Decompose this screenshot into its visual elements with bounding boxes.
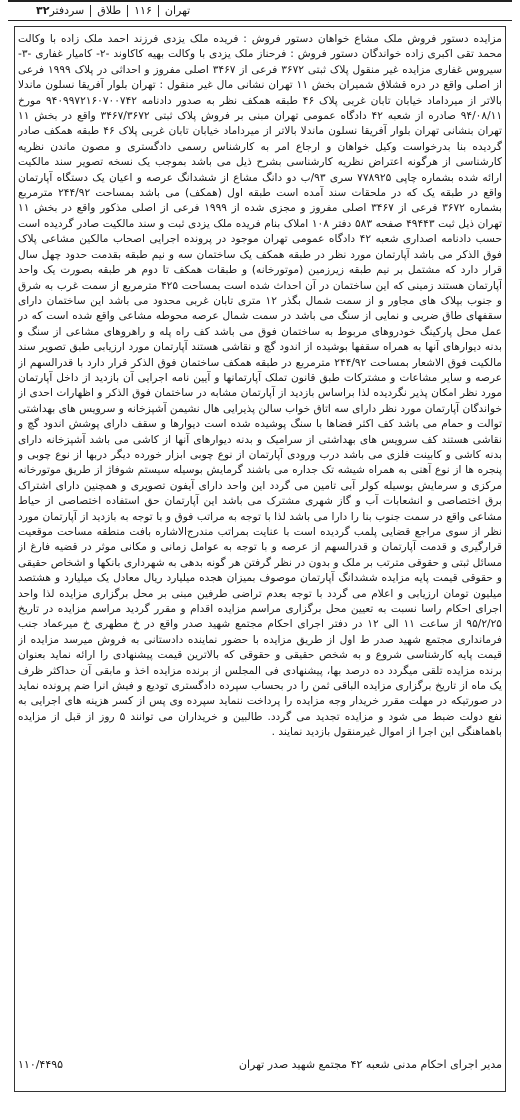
top-border [8,0,512,2]
header-divider [90,5,91,17]
header-rule [8,20,512,21]
publication-name: سردفتر [49,4,85,17]
page-number: ۳۲ [36,4,50,17]
header-divider [127,5,128,17]
header-city: تهران [164,4,191,17]
auction-notice-text: مزایده دستور فروش ملک مشاع خواهان دستور فروش : فریده ملک یزدی فرزند احمد ملک زاده با وکالت محمد تقی اکبری زاده خواندگان دستور فروش : فرحناز ملک یزدی با وکالت بهیه کاکاوند -۲- کامیار غفاری -۳- سیروس غفاری مزایده غیر منقول پلاک ثبتی ۳۶۷۲ فرعی از ۳۴۶۷ اصلی مفروز و احداثی در پلاک ۱۹۹۹ فرعی از اصلی واقع در دره قشلاق شمیران بخش ۱۱ تهران نشانی مال غیر منقول : تهران بلوار آفریقا نسلون ماندلا بالاتر از میرداماد خیابان تابان غربی پلاک ۴۶ طبقه همکف نظر به صدور دادنامه ۹۴۰۹۹۷۲۱۶۰۷۰۰۷۴۲ مورخ ۹۴/۰۸/۱۱ صادره از شعبه ۴۲ دادگاه عمومی تهران مبنی بر فروش پلاک ثبتی ۳۴۶۷/۳۶۷۲ واقع در بخش ۱۱ تهران بنشانی تهران بلوار آفریقا نسلون ماندلا بالاتر از میرداماد خیابان تابان غربی پلاک ۴۶ طبقه همکف صادر گردیده بنا بدرخواست وکیل خواهان و ارجاع امر به کارشناس رسمی دادگستری و مصون ماندن نظریه کارشناسی از هرگونه اعتراض نظریه کارشناسی بشرح ذیل می باشد بموجب یک نسخه تصویر سند مالکیت ارائه شده بشماره چاپی ۷۷۸۹۲۵ سری ۹۳/ب دو دانگ مشاع از ششدانگ عرصه و اعیان یک دستگاه آپارتمان واقع در طبقه یک که در ملحقات سند آمده است طبقه اول (همکف) می باشد بمساحت ۲۴۴/۹۲ مترمربع بشماره ۳۶۷۲ فرعی از ۳۴۶۷ اصلی مفروز و مجزی شده از ۱۹۹۹ فرعی از اصلی مذکور واقع در بخش ۱۱ تهران ذیل ثبت ۴۹۴۴۳ صفحه ۵۸۳ دفتر ۱۰۸ املاک بنام فریده ملک یزدی ثبت و سند مالکیت صادر گردیده است حسب دادنامه اصداری شعبه ۴۲ دادگاه عمومی تهران موجود در پرونده اجرایی اصحاب مالکین مشاعی پلاک فوق الذکر می باشد آپارتمان مورد نظر در طبقه همکف یک ساختمان سه و نیم طبقه بقدمت حدود چهل سال قرار دارد که مشتمل بر نیم طبقه زیرزمین (موتورخانه) و طبقات همکف تا دوم هر طبقه بصورت یک واحد آپارتمان هستند زمینی که این ساختمان در آن احداث شده است بمساحت ۴۲۵ مترمربع از سمت غرب به شرق و جنوب بپلاک های مجاور و از سمت شمال بگذر ۱۲ متری تابان غربی محدود می باشد این ساختمان دارای سقفهای طاق ضربی و نمایی از سنگ می باشد در سمت شمال عرصه محوطه مشاعی واقع شده است که در عمل محل پارکینگ خودروهای مربوط به ساختمان فوق می باشد کف راه پله و راهروهای مشاعی از سنگ و بدنه دیوارهای آنها به همراه سقفها بوشیده از اندود گچ و نقاشی هستند آپارتمان مورد ارزیابی طبق تصویر سند مالکیت فوق الاشعار بمساحت ۲۴۴/۹۲ مترمربع در طبقه همکف ساختمان فوق الذکر قرار دارد با قدرالسهم از عرصه و سایر مشاعات و مشترکات طبق قانون تملک آپارتمانها و آیین نامه اجرایی آن بازدید از داخل آپارتمان مورد نظر امکان پذیر نگردیده لذا براساس بازدید از آپارتمان مشابه در ساختمان فوق الذکر و اظهارات احدی از خواندگان آپارتمان مورد نظر دارای سه اتاق خواب سالن پذیرایی هال نشیمن آشپزخانه و سرویس های بهداشتی توالت و حمام می باشد کف اکثر فضاها با سنگ پوشیده شده است دیوارها و سقف دارای پوشش اندود گچ و نقاشی هستند کف سرویس های بهداشتی از سرامیک و بدنه دیوارهای آنها از کاشی می باشد آشپزخانه دارای بدنه کاشی و کابینت فلزی می باشد درب ورودی آپارتمان از نوع چوبی ابزار خورده دیگر دربها از نوع چوبی و پنجره ها از نوع آهنی به همراه شیشه تک جداره می باشند گرمایش بوسیله سیستم شوفاژ از طریق موتورخانه مرکزی و سرمایش بوسیله کولر آبی تامین می گردد این واحد دارای آیفون تصویری و همچنین دارای اشتراک برق اختصاصی و انشعابات آب و گاز شهری مشترک می باشد این آپارتمان حق استفاده اختصاصی از حیاط مشاعی واقع در سمت جنوب بنا را دارا می باشد لذا با توجه به مراتب فوق و با توجه به بازدید از آپارتمان مورد نظر از سوی مراجع قضایی پلمب گردیده است با عنایت بمراتب مندرج‌الاشاره بافت منطقه مساحت موقعیت قرارگیری و قدمت آپارتمان و قدرالسهم از عرصه و با توجه به عوامل زمانی و مکانی موثر در قضیه فارغ از مسائل ثبتی و حقوقی مترتب بر ملک و بدون در نظر گرفتن هر گونه بدهی به شهرداری بانکها و اشخاص حقیقی و حقوقی قیمت پایه مزایده ششدانگ آپارتمان موصوف بمیزان هجده میلیارد ریال معادل یک میلیارد و هشتصد میلیون تومان ارزیابی و اعلام می گردد با توجه بعدم تراضی طرفین مبنی بر محل برگزاری مزایده لذا واحد اجرای احکام راسا نسبت به تعیین محل برگزاری مراسم مزایده اقدام و مقرر گردید مراسم مزایده در تاریخ ۹۵/۲/۲۵ از ساعت ۱۱ الی ۱۲ در دفتر اجرای احکام مجتمع شهید صدر واقع در خ مطهری خ میرعماد جنب فرمانداری مجتمع شهید صدر ط اول از طریق مزایده با حضور نماینده دادستانی به فروش میرسد مزایده از قیمت پایه کارشناسی شروع و به شخص حقیقی و حقوقی که بالاترین قیمت پیشنهادی را ارائه نماید بعنوان برنده مزایده تلقی میگردد ده درصد بها، پیشنهادی فی المجلس از برنده مزایده اخذ و مابقی آن حداکثر ظرف یک ماه از تاریخ برگزاری مزایده الباقی ثمن را در بحساب سپرده دادگستری تودیع و فیش انرا ضم پرونده نماید در صورتیکه در مهلت مقرر خریدار وجه مزایده را پرداخت ننماید سپرده وی پس از کسر هزینه های اجرایی به نفع دولت ضبط می شود و مزایده تجدید می گردد. طالبین و خریداران می توانند ۵ روز از قبل از مزایده باهماهنگی این اجرا از اموال غیرمنقول بازدید نمایند . [18,33,502,739]
header-category: طلاق [97,4,122,17]
page-header [12,3,508,19]
reference-code: ۱۱۰/۴۴۹۵ [18,1057,64,1071]
notice-footer [18,1056,502,1072]
notice-signature: مدیر اجرای احکام مدنی شعبه ۴۲ مجتمع شهید صدر تهران [238,1057,502,1071]
office-number: ۱۱۶ [134,4,152,17]
header-divider [158,5,159,17]
newspaper-page [8,0,512,1120]
